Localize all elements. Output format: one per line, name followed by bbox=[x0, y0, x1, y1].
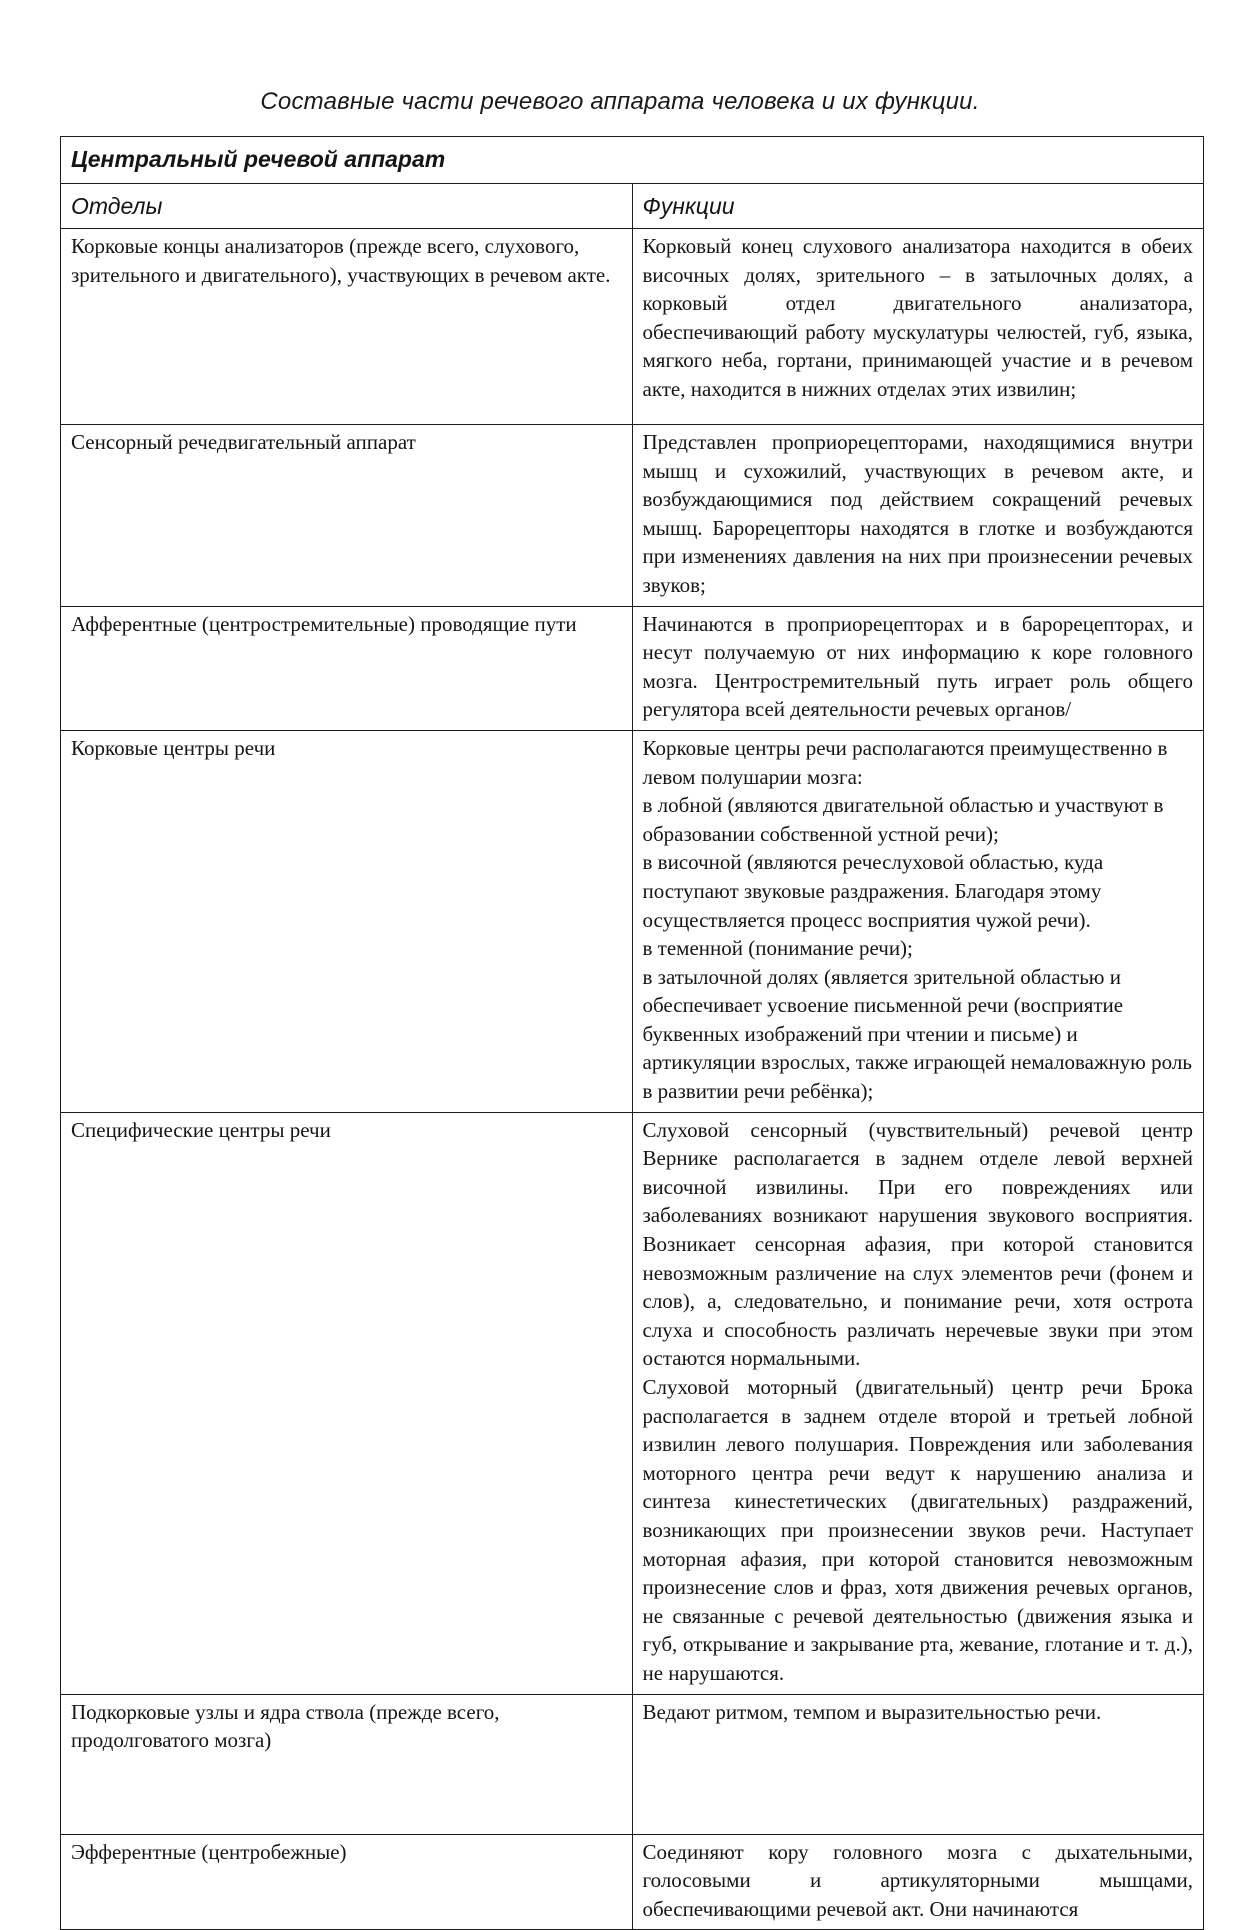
functions-table bbox=[60, 136, 1204, 1930]
table-row bbox=[61, 425, 1204, 607]
table-row bbox=[61, 1694, 1204, 1834]
func-cell bbox=[632, 425, 1204, 607]
dept-cell: Специфические центры речи bbox=[61, 1112, 633, 1694]
func-paragraph: Ведают ритмом, темпом и выразительностью речи. bbox=[642, 1699, 1102, 1724]
func-cell bbox=[632, 1834, 1204, 1930]
func-paragraph: в теменной (понимание речи); bbox=[642, 936, 913, 961]
page-title: Составные части речевого аппарата человека и их функции. bbox=[260, 88, 980, 115]
dept-cell: Корковые центры речи bbox=[61, 730, 633, 1112]
table-row bbox=[61, 730, 1204, 1112]
func-paragraph: Корковые центры речи располагаются преимущественно в левом полушарии мозга: bbox=[642, 735, 1168, 789]
table-row bbox=[61, 1112, 1204, 1694]
func-paragraph: в височной (являются речеслуховой областью, куда поступают звуковые раздражения. Благодаря этому осуществляется процесс восприятия чужой речи). bbox=[642, 850, 1104, 932]
func-paragraph: Представлен проприорецепторами, находящимися внутри мышц и сухожилий, участвующих в речевом акте, и возбуждающимися под действием сокращений речевых мышц. Барорецепторы находятся в глотке и возбуждаются при изменениях давления на них при произнесении речевых звуков; bbox=[642, 430, 1193, 597]
table-row bbox=[61, 606, 1204, 730]
column-header-func: Функции bbox=[632, 184, 1204, 229]
dept-cell: Сенсорный речедвигательный аппарат bbox=[61, 425, 633, 607]
section-heading: Центральный речевой аппарат bbox=[61, 137, 1204, 184]
func-cell bbox=[632, 1112, 1204, 1694]
dept-cell: Корковые концы анализаторов (прежде всего, слухового, зрительного и двигательного), участвующих в речевом акте. bbox=[61, 229, 633, 425]
dept-cell: Эфферентные (центробежные) bbox=[61, 1834, 633, 1930]
func-cell bbox=[632, 1694, 1204, 1834]
func-paragraph: Слуховой моторный (двигательный) центр речи Брока располагается в заднем отделе второй и третьей лобной извилин левого полушария. Повреждения или заболевания моторного центра речи ведут к нарушению анализа и синтеза кинестетических (двигательных) раздражений, возникающих при произнесении звуков речи. Наступает моторная афазия, при которой становится невозможным произнесение слов и фраз, хотя движения речевых органов, не связанные с речевой деятельностью (движения языка и губ, открывание и закрывание рта, жевание, глотание и т. д.), не нарушаются. bbox=[642, 1375, 1193, 1685]
func-paragraph: Соединяют кору головного мозга с дыхательными, голосовыми и артикуляторными мышцами, обеспечивающими речевой акт. Они начинаются bbox=[642, 1839, 1193, 1921]
dept-cell: Афферентные (центростремительные) проводящие пути bbox=[61, 606, 633, 730]
func-cell bbox=[632, 730, 1204, 1112]
func-paragraph: Начинаются в проприорецепторах и в барорецепторах, и несут получаемую от них информацию к коре головного мозга. Центростремительный путь играет роль общего регулятора всей деятельности речевых органов/ bbox=[642, 611, 1193, 722]
func-cell bbox=[632, 606, 1204, 730]
func-paragraph: Слуховой сенсорный (чувствительный) речевой центр Вернике располагается в заднем отделе левой верхней височной извилины. При его повреждениях или заболеваниях возникают нарушения звукового восприятия. Возникает сенсорная афазия, при которой становится невозможным различение на слух элементов речи (фонем и слов), а, следовательно, и понимание речи, хотя острота слуха и способность различать неречевые звуки при этом остаются нормальными. bbox=[642, 1117, 1193, 1371]
column-header-dept: Отделы bbox=[61, 184, 633, 229]
dept-cell: Подкорковые узлы и ядра ствола (прежде всего, продолговатого мозга) bbox=[61, 1694, 633, 1834]
header-row bbox=[61, 184, 1204, 229]
func-paragraph: в лобной (являются двигательной областью и участвуют в образовании собственной устной речи); bbox=[642, 793, 1164, 846]
table-row bbox=[61, 1834, 1204, 1930]
func-cell bbox=[632, 229, 1204, 425]
func-paragraph: в затылочной долях (является зрительной областью и обеспечивает усвоение письменной речи (восприятие буквенных изображений при чтении и письме) и артикуляции взрослых, также играющей немаловажную роль в развитии речи ребёнка); bbox=[642, 964, 1192, 1104]
table-row bbox=[61, 229, 1204, 425]
func-paragraph: Корковый конец слухового анализатора находится в обеих височных долях, зрительного – в затылочных долях, а корковый отдел двигательного анализатора, обеспечивающий работу мускулатуры челюстей, губ, языка, мягкого неба, гортани, принимающей участие и в речевом акте, находится в нижних отделах этих извилин; bbox=[642, 234, 1193, 401]
section-row bbox=[61, 137, 1204, 184]
